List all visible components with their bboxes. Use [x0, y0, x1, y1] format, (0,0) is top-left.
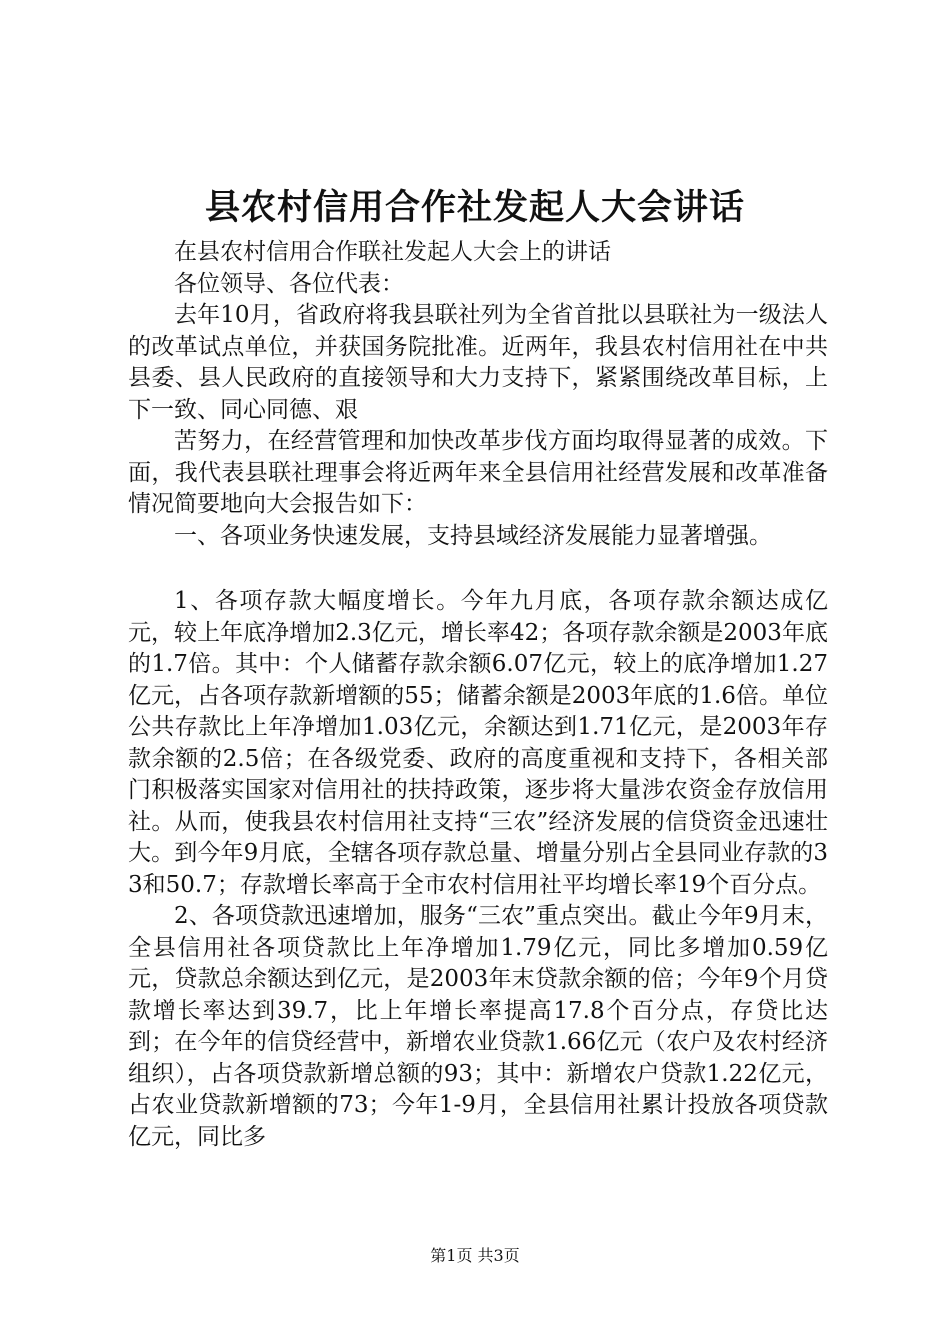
page-footer: 第1页 共3页: [430, 1246, 520, 1265]
paragraph-intro: 去年10月，省政府将我县联社列为全省首批以县联社为一级法人的改革试点单位，并获国务院批准。近两年，我县农村信用社在中共县委、县人民政府的直接领导和大力支持下，紧紧围绕改革目标，上下一致、同心同德、艰: [128, 302, 828, 423]
document-body: [128, 237, 828, 1153]
paragraph-intro-continued: 苦努力，在经营管理和加快改革步伐方面均取得显著的成效。下面，我代表县联社理事会将近两年来全县信用社经营发展和改革准备情况简要地向大会报告如下：: [128, 428, 828, 517]
paragraph-loans: 2、各项贷款迅速增加，服务“三农”重点突出。截止今年9月末，全县信用社各项贷款比上年净增加1.79亿元，同比多增加0.59亿元，贷款总余额达到亿元，是2003年末贷款余额的倍；今年9个月贷款增长率达到39.7，比上年增长率提高17.8个百分点，存贷比达到；在今年的信贷经营中，新增农业贷款1.66亿元（农户及农村经济组织），占各项贷款新增总额的93；其中：新增农户贷款1.22亿元，占农业贷款新增额的73；今年1-9月，全县信用社累计投放各项贷款亿元，同比多: [128, 903, 828, 1150]
section-heading-1: 一、各项业务快速发展，支持县域经济发展能力显著增强。: [174, 522, 772, 549]
salutation: 各位领导、各位代表：: [174, 270, 404, 297]
document-title: 县农村信用合作社发起人大会讲话: [204, 187, 745, 228]
paragraph-deposits: 1、各项存款大幅度增长。今年九月底，各项存款余额达成亿元，较上年底净增加2.3亿元，增长率42；各项存款余额是2003年底的1.7倍。其中：个人储蓄存款余额6.07亿元，较上的底净增加1.27亿元，占各项存款新增额的55；储蓄余额是2003年底的1.6倍。单位公共存款比上年净增加1.03亿元，余额达到1.71亿元，是2003年存款余额的2.5倍；在各级党委、政府的高度重视和支持下，各相关部门积极落实国家对信用社的扶持政策，逐步将大量涉农资金存放信用社。从而，使我县农村信用社支持“三农”经济发展的信贷资金迅速壮大。到今年9月底，全辖各项存款总量、增量分别占全县同业存款的33和50.7；存款增长率高于全市农村信用社平均增长率19个百分点。: [128, 588, 828, 898]
speech-subtitle: 在县农村信用合作联社发起人大会上的讲话: [174, 239, 611, 265]
